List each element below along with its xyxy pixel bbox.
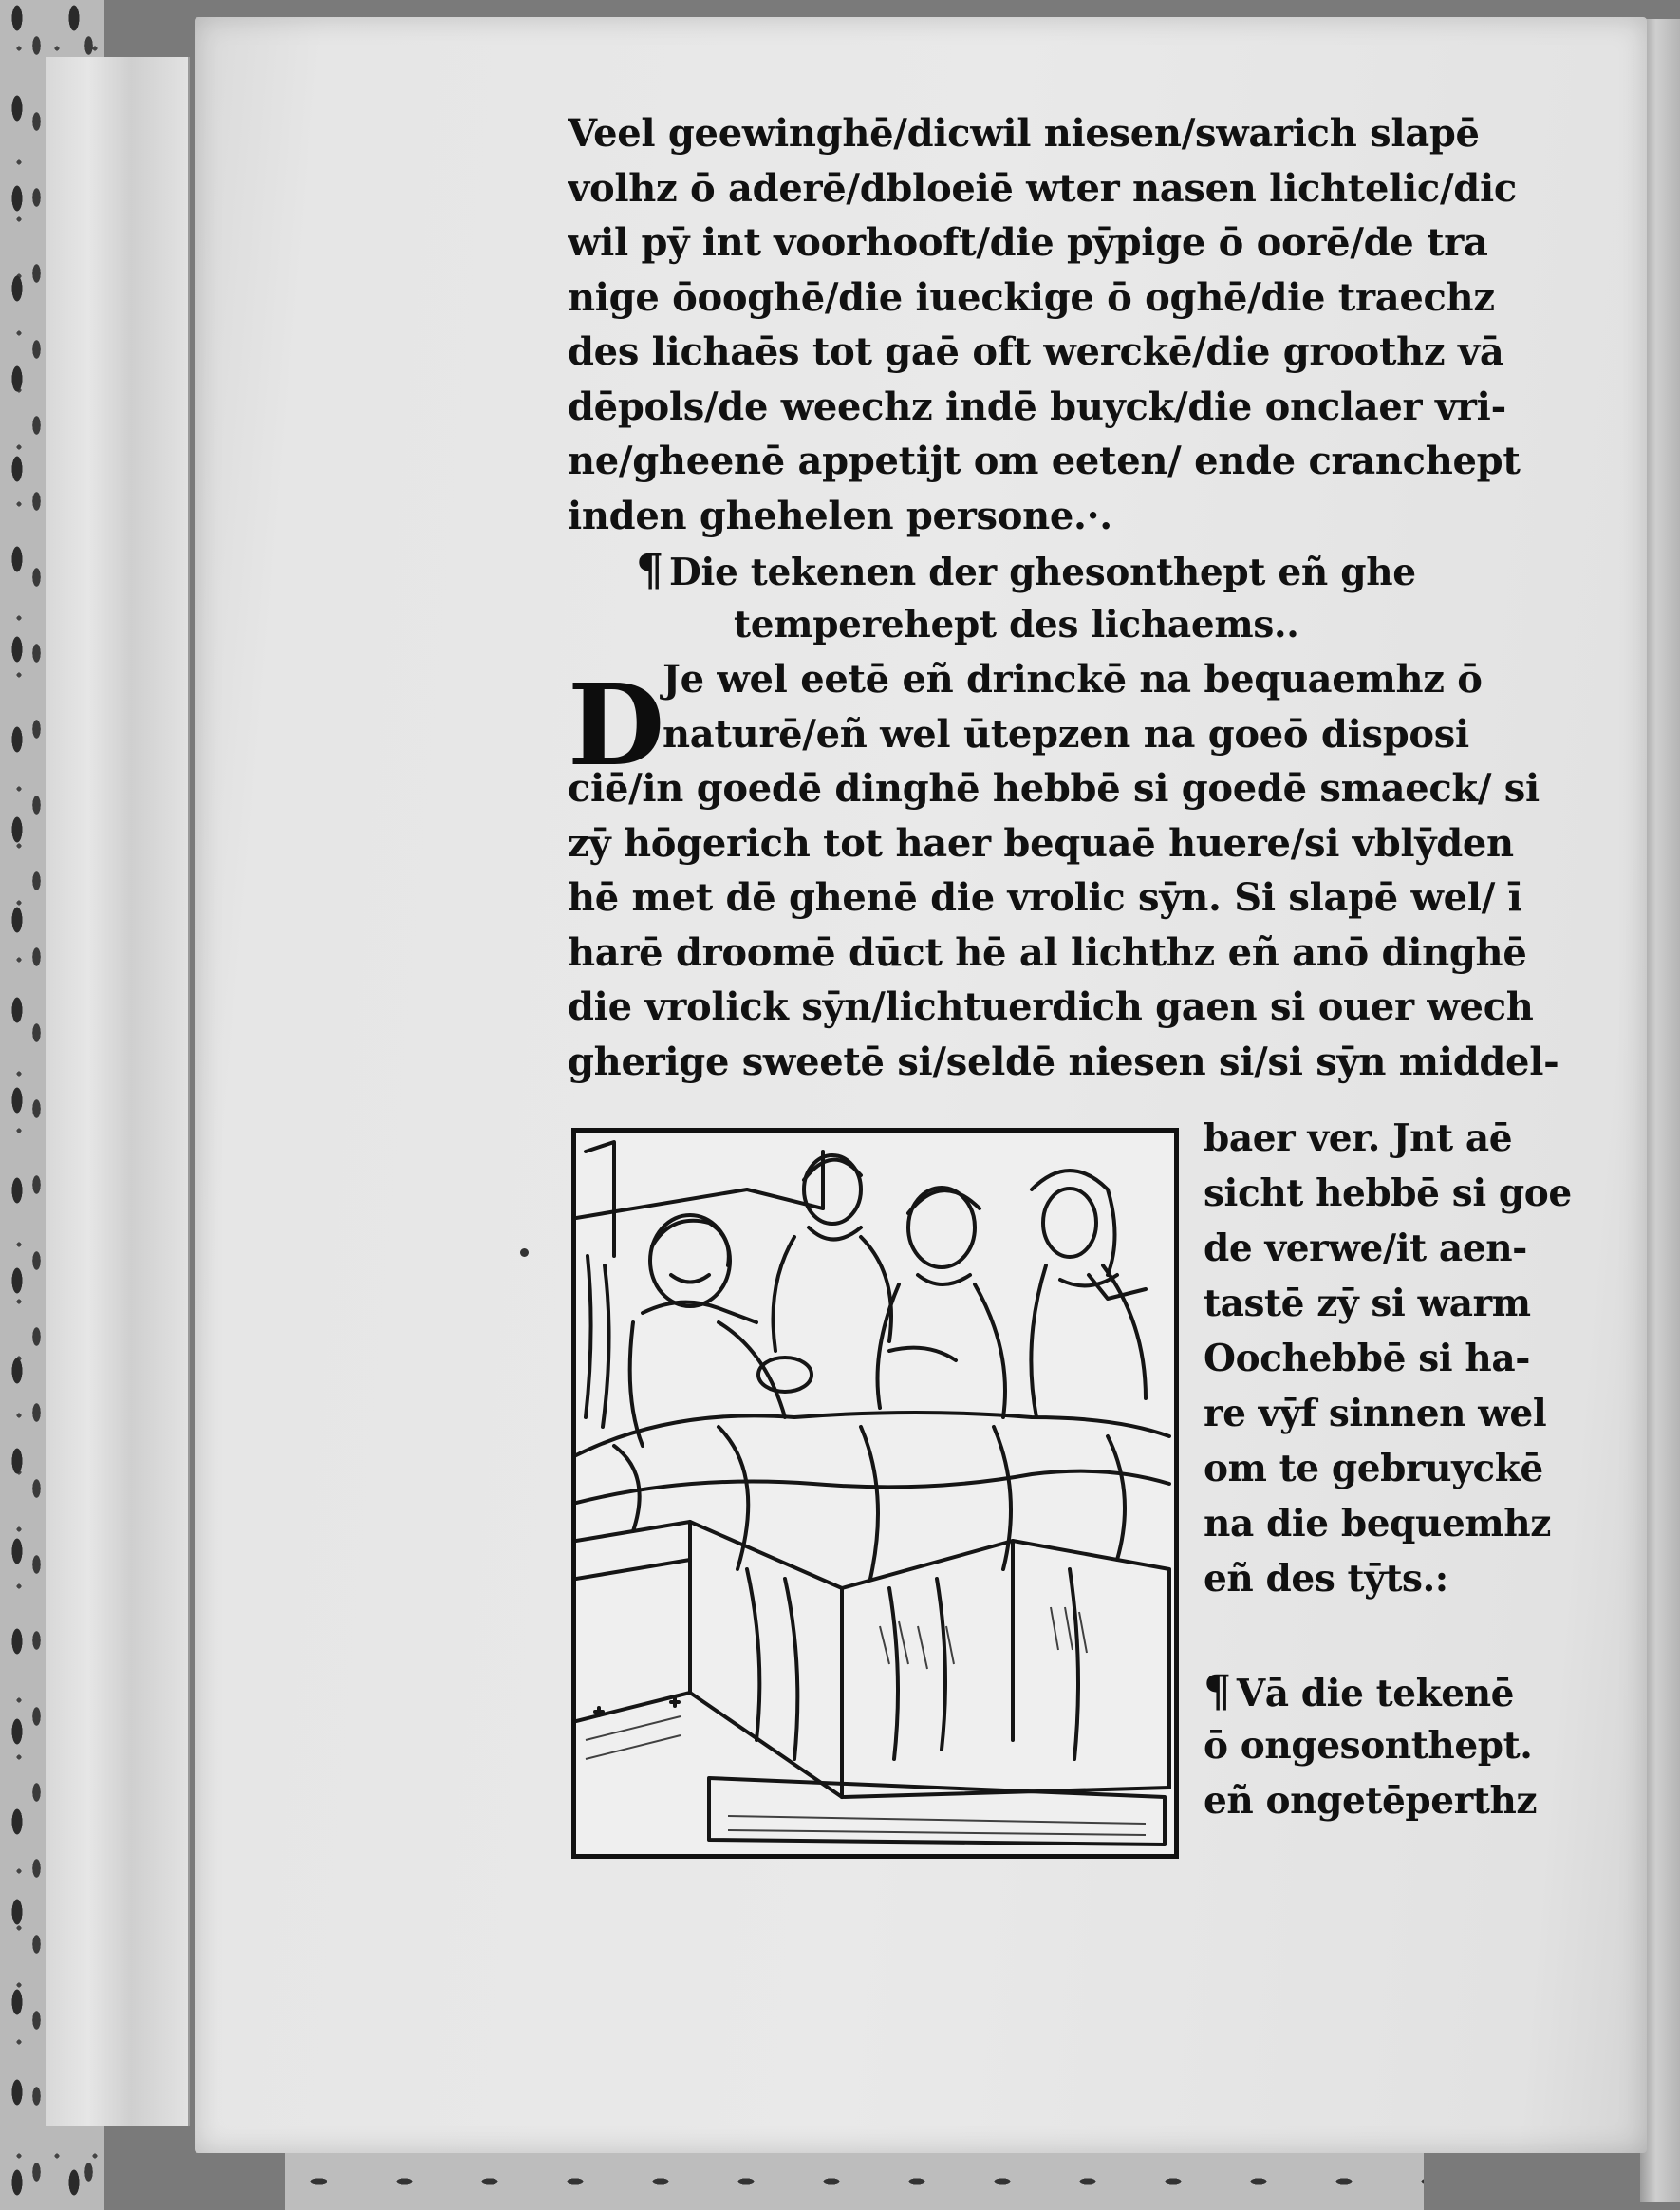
para-line: harē droomē dūct hē al lichthz eñ anō dinghē <box>568 929 1527 975</box>
woodcut-sick-bed-scene <box>576 1133 1174 1854</box>
body-line: wil pȳ int voorhooft/die pȳpige ō oorē/de tra <box>568 220 1488 265</box>
side-line: om te gebruyckē <box>1204 1447 1543 1490</box>
side-line: baer ver. Jnt aē <box>1204 1116 1513 1160</box>
next-heading-line <box>1204 1663 1602 1718</box>
para-line: ciē/in goedē dinghē hebbē si goedē smaeck/ si <box>568 766 1540 811</box>
side-line: Oochebbē si ha- <box>1204 1337 1530 1380</box>
pilcrow-mark: ¶ <box>1204 1665 1231 1716</box>
side-text-block <box>1204 1111 1602 1606</box>
body-line: volhz ō aderē/dbloeiē wter nasen lichtelic/dic <box>568 165 1517 211</box>
para-line: gherige sweetē si/seldē niesen si/si sȳn middel- <box>568 1039 1559 1084</box>
next-heading-line: ō ongesonthept. <box>1204 1724 1533 1768</box>
page-gutter <box>46 57 190 2126</box>
woodcut-illustration <box>571 1128 1179 1859</box>
pilcrow-mark: ¶ <box>636 544 663 595</box>
patterned-binding-bottom <box>285 2153 1424 2210</box>
side-line: eñ des tȳts.: <box>1204 1557 1448 1601</box>
body-line: ne/gheenē appetijt om eeten/ ende cranchept <box>568 439 1521 483</box>
side-line: na die bequemhz <box>1204 1502 1551 1545</box>
section-heading-line: temperehept des lichaems.. <box>734 602 1299 646</box>
side-line: de verwe/it aen- <box>1204 1227 1527 1270</box>
next-heading-line: eñ ongetēperthz <box>1204 1779 1538 1823</box>
side-line: sicht hebbē si goe <box>1204 1171 1572 1215</box>
body-line: des lichaēs tot gaē oft werckē/die groothz vā <box>568 329 1504 374</box>
drop-capital: D <box>568 659 665 791</box>
body-line: Veel geewinghē/dicwil niesen/swarich slapē <box>568 111 1480 156</box>
para-line: naturē/eñ wel ūtepzen na goeō disposi <box>663 711 1469 757</box>
para-line: hē met dē ghenē die vrolic sȳn. Si slapē wel/ ī <box>568 875 1522 920</box>
next-section-heading <box>1204 1663 1602 1828</box>
section-heading-text: Die tekenen der ghesonthept eñ ghe <box>668 551 1416 594</box>
side-line: re vȳf sinnen wel <box>1204 1392 1547 1435</box>
para-line: zȳ hōgerich tot haer bequaē huere/si vblȳden <box>568 820 1514 866</box>
para-line: Je wel eetē eñ drinckē na bequaemhz ō <box>663 657 1483 702</box>
main-text-block <box>568 106 1588 1089</box>
next-heading-text: Vā die tekenē <box>1236 1672 1515 1715</box>
para-line: die vrolick sȳn/lichtuerdich gaen si ouer wech <box>568 984 1534 1029</box>
body-line: nige ōooghē/die iueckige ō oghē/die traechz <box>568 274 1495 320</box>
ink-spot <box>520 1248 529 1257</box>
body-line: dēpols/de weechz indē buyck/die onclaer vri- <box>568 384 1506 429</box>
body-line: inden ghehelen persone.·. <box>568 493 1112 538</box>
side-line: tastē zȳ si warm <box>1204 1282 1531 1325</box>
section-heading-line <box>568 543 1588 598</box>
